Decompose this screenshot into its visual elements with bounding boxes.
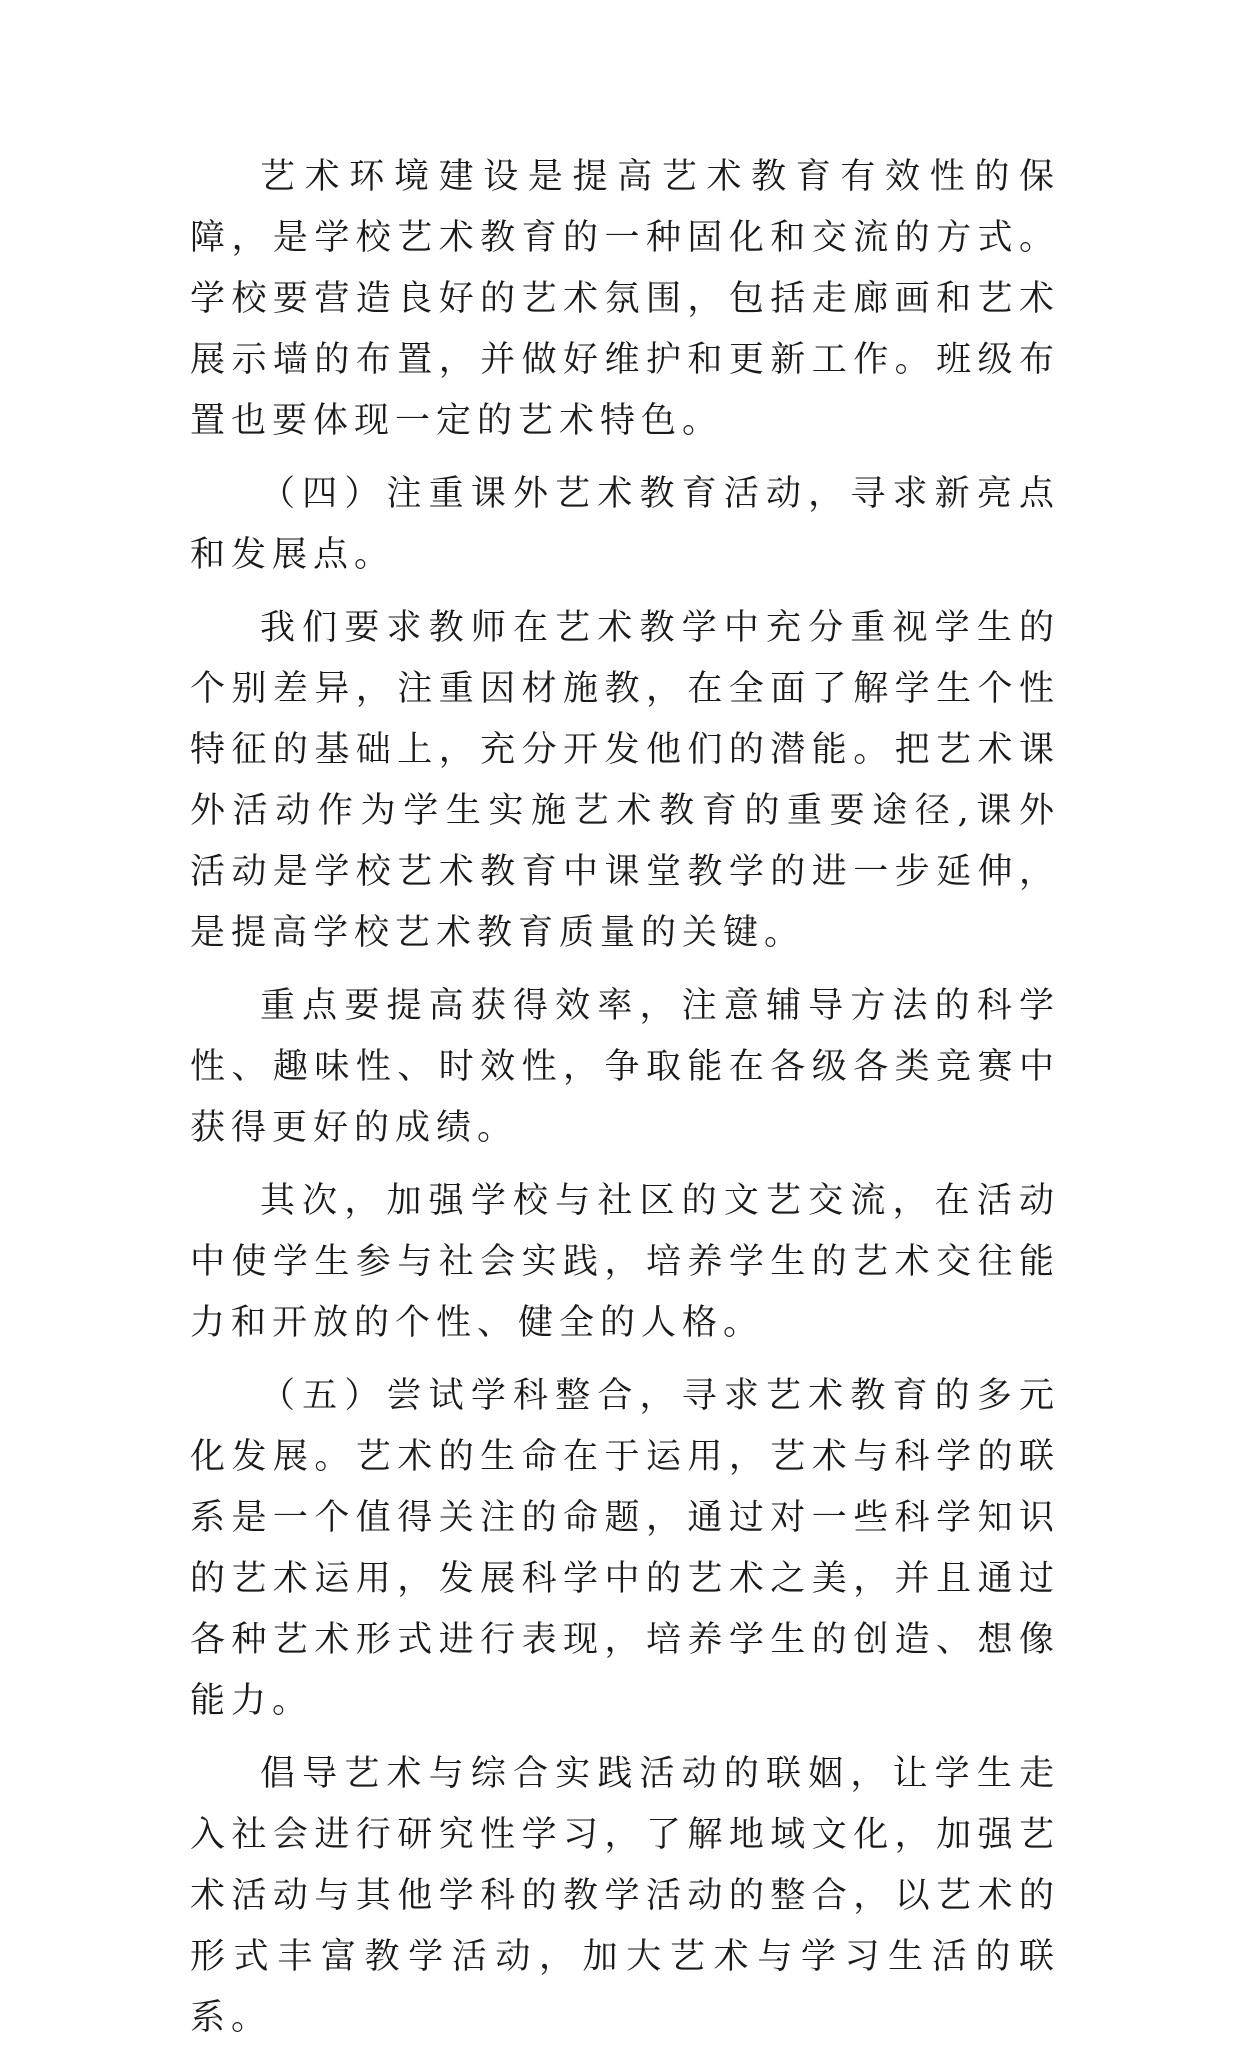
paragraph-art-environment: 艺术环境建设是提高艺术教育有效性的保障，是学校艺术教育的一种固化和交流的方式。学校要营造良好的艺术氛围，包括走廊画和艺术展示墙的布置，并做好维护和更新工作。班级布置也要体现一定的艺术特色。 [190,157,1060,441]
section-heading-four: （四）注重课外艺术教育活动，寻求新亮点和发展点。 [190,474,1060,575]
document-body [190,147,1060,2061]
paragraph-teacher-requirements: 我们要求教师在艺术教学中充分重视学生的个别差异，注重因材施教，在全面了解学生个性特征的基础上，充分开发他们的潜能。把艺术课外活动作为学生实施艺术教育的重要途径,课外活动是学校艺术教育中课堂教学的进一步延伸，是提高学校艺术教育质量的关键。 [190,608,1060,953]
section-five-paragraph: （五）尝试学科整合，寻求艺术教育的多元化发展。艺术的生命在于运用，艺术与科学的联系是一个值得关注的命题，通过对一些科学知识的艺术运用，发展科学中的艺术之美，并且通过各种艺术形式进行表现，培养学生的创造、想像能力。 [190,1376,1060,1721]
paragraph-efficiency: 重点要提高获得效率，注意辅导方法的科学性、趣味性、时效性，争取能在各级各类竞赛中获得更好的成绩。 [190,986,1060,1148]
paragraph-integration: 倡导艺术与综合实践活动的联姻，让学生走入社会进行研究性学习，了解地域文化，加强艺术活动与其他学科的教学活动的整合，以艺术的形式丰富教学活动，加大艺术与学习生活的联系。 [190,1754,1060,2038]
paragraph-community-exchange: 其次，加强学校与社区的文艺交流，在活动中使学生参与社会实践，培养学生的艺术交往能力和开放的个性、健全的人格。 [190,1181,1060,1343]
